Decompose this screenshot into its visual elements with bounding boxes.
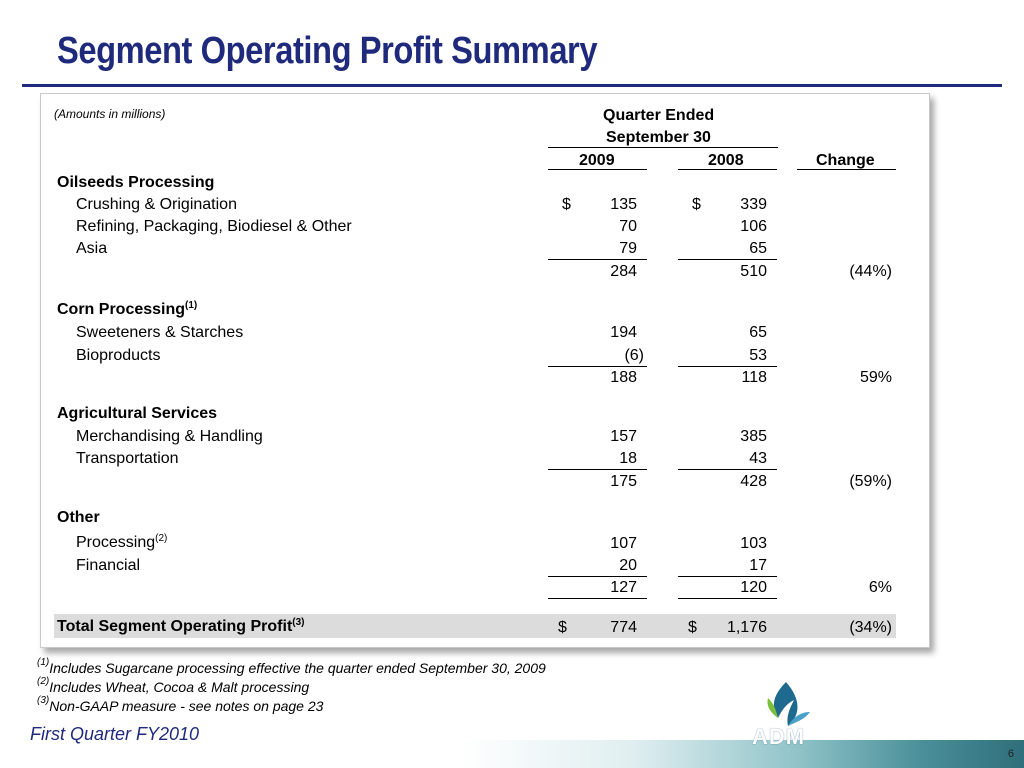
cell-2009: 194 <box>610 324 637 341</box>
cell-2009: 135 <box>610 196 637 213</box>
subtotal-2008: 510 <box>740 263 767 280</box>
section-other: Other <box>57 509 100 526</box>
cell-2008: 385 <box>740 428 767 445</box>
cell-2008: 65 <box>749 324 767 341</box>
header-quarter-ended: Quarter Ended <box>603 107 715 124</box>
cell-2009: 79 <box>619 240 637 257</box>
footnote-2: $^{(2)}$Includes Wheat, Cocoa & Malt processing <box>37 676 310 695</box>
total-label: Total Segment Operating Profit$^{(3)}$ <box>57 617 305 635</box>
footer-period: First Quarter FY2010 <box>30 724 200 744</box>
section-corn: Corn Processing$^{(1)}$ <box>57 300 198 318</box>
cell-2008: 339 <box>740 196 767 213</box>
row-label: Merchandising & Handling <box>76 428 263 445</box>
total-2009: 774 <box>610 619 637 636</box>
header-rule <box>548 147 778 148</box>
row-label: Bioproducts <box>76 347 161 364</box>
total-rule <box>548 598 647 599</box>
cell-2008: 43 <box>749 450 767 467</box>
row-label: Financial <box>76 557 141 574</box>
header-rule-change <box>797 169 896 170</box>
subtotal-rule <box>678 259 777 260</box>
footnote-1: $^{(1)}$Includes Sugarcane processing effective the quarter ended September 30, 2009 <box>37 657 546 676</box>
subtotal-rule <box>678 576 777 577</box>
subtotal-rule <box>548 259 647 260</box>
subtotal-rule <box>548 469 647 470</box>
row-label: Asia <box>76 240 108 257</box>
dollar-sign: $ <box>692 196 701 213</box>
total-rule <box>678 598 777 599</box>
footnote-3: $^{(3)}$Non-GAAP measure - see notes on page 23 <box>37 695 324 714</box>
subtotal-2008: 120 <box>740 579 767 596</box>
subtotal-rule <box>548 366 647 367</box>
adm-logo-text: ADM <box>752 724 806 749</box>
header-2009: 2009 <box>579 152 615 169</box>
amounts-note: (Amounts in millions) <box>54 107 166 121</box>
title-divider <box>22 84 1002 87</box>
row-label: Transportation <box>76 450 179 467</box>
total-change: (34%) <box>849 619 892 636</box>
subtotal-2009: 175 <box>610 473 637 490</box>
page-number: 6 <box>1007 748 1014 760</box>
header-2008: 2008 <box>708 152 744 169</box>
subtotal-rule <box>678 469 777 470</box>
cell-2009: 157 <box>610 428 637 445</box>
cell-2009: (6) <box>624 347 644 364</box>
cell-2009: 18 <box>619 450 637 467</box>
subtotal-change: 59% <box>859 369 892 386</box>
subtotal-change: (59%) <box>849 473 892 490</box>
cell-2008: 103 <box>740 535 767 552</box>
dollar-sign: $ <box>562 196 571 213</box>
cell-2009: 20 <box>619 557 637 574</box>
cell-2008: 53 <box>749 347 767 364</box>
subtotal-2009: 188 <box>610 369 637 386</box>
dollar-sign: $ <box>558 619 567 636</box>
cell-2008: 17 <box>749 557 767 574</box>
subtotal-rule <box>678 366 777 367</box>
subtotal-2008: 118 <box>741 369 767 386</box>
subtotal-2008: 428 <box>740 473 767 490</box>
header-september-30: September 30 <box>606 129 711 146</box>
subtotal-change: 6% <box>868 579 892 596</box>
section-oilseeds: Oilseeds Processing <box>57 174 215 191</box>
header-rule-2008 <box>678 169 777 170</box>
subtotal-change: (44%) <box>849 263 892 280</box>
subtotal-2009: 284 <box>610 263 637 280</box>
cell-2008: 106 <box>740 218 767 235</box>
subtotal-2009: 127 <box>610 579 637 596</box>
header-change: Change <box>816 152 875 169</box>
subtotal-rule <box>548 576 647 577</box>
row-label: Refining, Packaging, Biodiesel & Other <box>76 218 352 235</box>
cell-2009: 70 <box>619 218 637 235</box>
row-label: Processing$^{(2)}$ <box>76 533 168 551</box>
dollar-sign: $ <box>688 619 697 636</box>
cell-2008: 65 <box>749 240 767 257</box>
total-2008: 1,176 <box>726 619 767 636</box>
row-label: Crushing & Origination <box>76 196 237 213</box>
row-label: Sweeteners & Starches <box>76 324 244 341</box>
section-ag-services: Agricultural Services <box>57 405 218 422</box>
page-title: Segment Operating Profit Summary <box>57 30 598 72</box>
cell-2009: 107 <box>610 535 637 552</box>
header-rule-2009 <box>548 169 647 170</box>
